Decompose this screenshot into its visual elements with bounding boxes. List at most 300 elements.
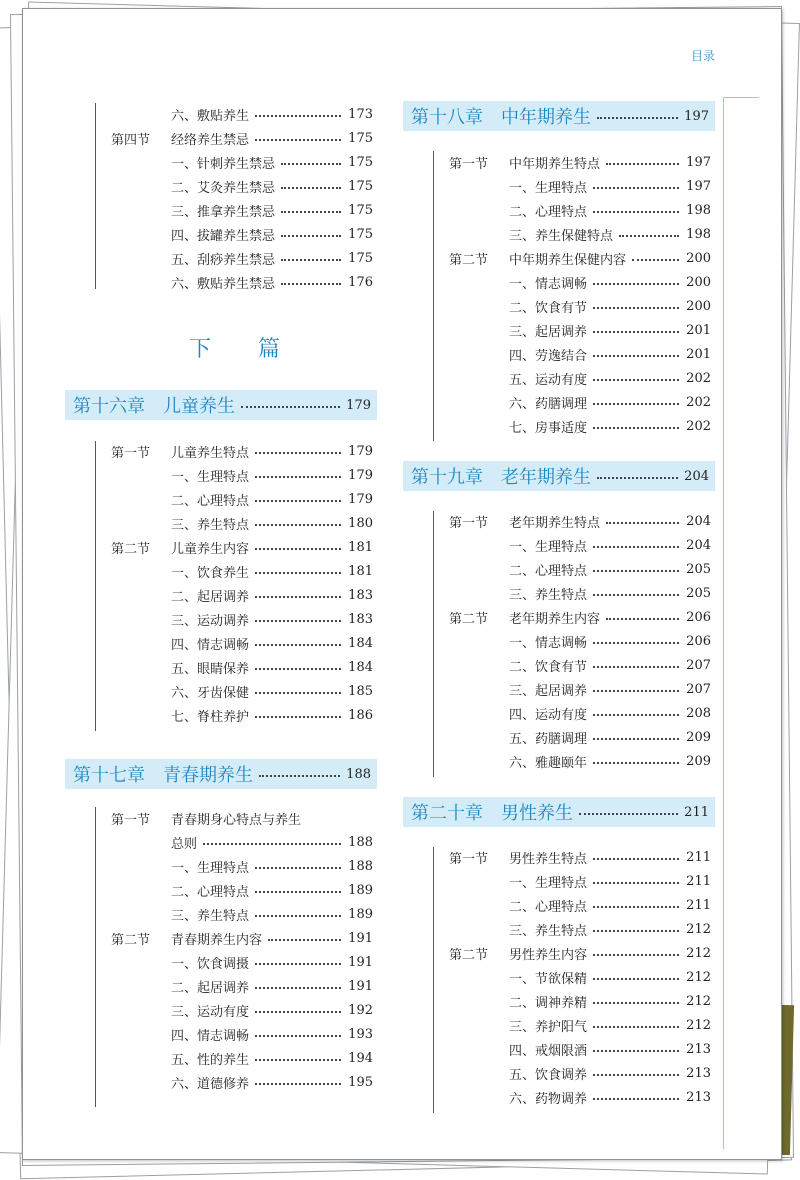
toc-entry[interactable] bbox=[65, 655, 377, 679]
leader-dots bbox=[593, 978, 679, 980]
leader-dots bbox=[597, 477, 678, 479]
entry-page: 211 bbox=[686, 897, 711, 913]
toc-entry[interactable] bbox=[65, 1046, 377, 1070]
leader-dots bbox=[255, 596, 341, 598]
leader-dots bbox=[255, 1011, 341, 1013]
entry-page: 180 bbox=[348, 515, 373, 531]
entry-title: 二、心理特点 bbox=[509, 204, 588, 220]
chapter-title: 儿童养生 bbox=[163, 396, 235, 417]
leader-dots bbox=[593, 738, 679, 740]
margin-rule bbox=[723, 97, 724, 1149]
entry-title: 二、起居调养 bbox=[171, 589, 250, 605]
entry-title: 一、针刺养生禁忌 bbox=[171, 156, 276, 172]
toc-entry[interactable] bbox=[65, 535, 377, 559]
entry-title: 三、养生特点 bbox=[509, 923, 588, 939]
leader-dots bbox=[593, 1098, 679, 1100]
leader-dots bbox=[259, 775, 340, 777]
entry-page: 209 bbox=[686, 729, 711, 745]
toc-entry[interactable] bbox=[403, 150, 715, 174]
toc-entry[interactable] bbox=[403, 677, 715, 701]
entry-page: 213 bbox=[686, 1065, 711, 1081]
toc-entry[interactable] bbox=[403, 1061, 715, 1085]
entry-page: 173 bbox=[348, 106, 373, 122]
toc-entry[interactable] bbox=[65, 1070, 377, 1094]
chapter-title: 老年期养生 bbox=[501, 467, 591, 488]
entry-title: 三、养生特点 bbox=[171, 517, 250, 533]
leader-dots bbox=[255, 572, 341, 574]
entry-title: 男性养生特点 bbox=[509, 851, 588, 867]
entry-title: 二、调神养精 bbox=[509, 995, 588, 1011]
toc-entry[interactable] bbox=[403, 1085, 715, 1109]
leader-dots bbox=[593, 690, 679, 692]
toc-entry[interactable] bbox=[65, 974, 377, 998]
entry-page: 211 bbox=[686, 873, 711, 889]
leader-dots bbox=[593, 211, 679, 213]
chapter-page: 197 bbox=[684, 108, 709, 124]
entry-title: 青春期身心特点与养生 bbox=[171, 812, 302, 828]
entry-page: 205 bbox=[686, 585, 711, 601]
toc-entry[interactable] bbox=[403, 414, 715, 438]
toc-entry[interactable] bbox=[65, 950, 377, 974]
entry-title: 经络养生禁忌 bbox=[171, 132, 250, 148]
section-number: 第二节 bbox=[449, 252, 489, 268]
entry-page: 175 bbox=[348, 130, 373, 146]
entry-title: 三、养生保健特点 bbox=[509, 228, 614, 244]
entry-title: 四、情志调畅 bbox=[171, 1028, 250, 1044]
entry-page: 207 bbox=[686, 681, 711, 697]
chapter-number: 第十九章 bbox=[411, 467, 483, 488]
entry-title: 三、起居调养 bbox=[509, 683, 588, 699]
toc-entry[interactable] bbox=[403, 366, 715, 390]
leader-dots bbox=[593, 714, 679, 716]
entry-page: 175 bbox=[348, 154, 373, 170]
entry-page: 184 bbox=[348, 659, 373, 675]
entry-title: 一、生理特点 bbox=[171, 860, 250, 876]
entry-title: 四、情志调畅 bbox=[171, 637, 250, 653]
leader-dots bbox=[606, 163, 679, 165]
entry-title: 一、生理特点 bbox=[509, 875, 588, 891]
entry-page: 191 bbox=[348, 978, 373, 994]
entry-page: 205 bbox=[686, 561, 711, 577]
leader-dots bbox=[593, 762, 679, 764]
entry-title: 一、饮食调摄 bbox=[171, 956, 250, 972]
section-number: 第二节 bbox=[111, 932, 151, 948]
entry-title: 总则 bbox=[171, 836, 198, 852]
leader-dots bbox=[632, 259, 679, 261]
entry-title: 二、饮食有节 bbox=[509, 300, 588, 316]
chapter-number: 第十八章 bbox=[411, 107, 483, 128]
toc-entry[interactable] bbox=[403, 605, 715, 629]
entry-page: 202 bbox=[686, 370, 711, 386]
toc-entry[interactable] bbox=[403, 294, 715, 318]
entry-title: 二、心理特点 bbox=[171, 884, 250, 900]
toc-entry[interactable] bbox=[403, 917, 715, 941]
entry-title: 五、运动有度 bbox=[509, 372, 588, 388]
leader-dots bbox=[593, 1002, 679, 1004]
chapter-heading[interactable] bbox=[403, 461, 715, 491]
section-number: 第一节 bbox=[449, 515, 489, 531]
entry-title: 儿童养生内容 bbox=[171, 541, 250, 557]
toc-entry[interactable] bbox=[403, 629, 715, 653]
leader-dots bbox=[593, 355, 679, 357]
chapter-number: 第十六章 bbox=[73, 396, 145, 417]
entry-page: 176 bbox=[348, 274, 373, 290]
toc-entry[interactable] bbox=[403, 246, 715, 270]
entry-page: 194 bbox=[348, 1050, 373, 1066]
leader-dots bbox=[281, 211, 341, 213]
toc-entry[interactable] bbox=[65, 102, 377, 126]
entry-page: 179 bbox=[348, 467, 373, 483]
leader-dots bbox=[203, 843, 341, 845]
toc-entry[interactable] bbox=[65, 1022, 377, 1046]
leader-dots bbox=[255, 987, 341, 989]
leader-dots bbox=[593, 379, 679, 381]
leader-dots bbox=[255, 476, 341, 478]
toc-entry[interactable] bbox=[65, 854, 377, 878]
leader-dots bbox=[593, 594, 679, 596]
leader-dots bbox=[255, 963, 341, 965]
toc-entry[interactable] bbox=[403, 222, 715, 246]
leader-dots bbox=[255, 500, 341, 502]
leader-dots bbox=[593, 642, 679, 644]
chapter-title: 中年期养生 bbox=[501, 107, 591, 128]
part-title: 下 篇 bbox=[189, 337, 300, 362]
leader-dots bbox=[255, 644, 341, 646]
entry-page: 179 bbox=[348, 491, 373, 507]
entry-title: 青春期养生内容 bbox=[171, 932, 263, 948]
chapter-heading[interactable] bbox=[403, 797, 715, 827]
entry-page: 201 bbox=[686, 346, 711, 362]
leader-dots bbox=[281, 283, 341, 285]
entry-title: 三、养护阳气 bbox=[509, 1019, 588, 1035]
leader-dots bbox=[241, 406, 340, 408]
entry-title: 五、性的养生 bbox=[171, 1052, 250, 1068]
entry-title: 一、生理特点 bbox=[171, 469, 250, 485]
entry-page: 198 bbox=[686, 226, 711, 242]
section-number: 第二节 bbox=[449, 611, 489, 627]
toc-entry[interactable] bbox=[403, 869, 715, 893]
entry-title: 六、道德修养 bbox=[171, 1076, 250, 1092]
chapter-title: 青春期养生 bbox=[163, 765, 253, 786]
entry-page: 191 bbox=[348, 954, 373, 970]
entry-title: 五、眼睛保养 bbox=[171, 661, 250, 677]
entry-page: 181 bbox=[348, 539, 373, 555]
leader-dots bbox=[255, 891, 341, 893]
toc-entry[interactable] bbox=[65, 878, 377, 902]
toc-entry[interactable] bbox=[403, 845, 715, 869]
toc-entry[interactable] bbox=[65, 487, 377, 511]
leader-dots bbox=[593, 858, 679, 860]
chapter-page: 179 bbox=[346, 397, 371, 413]
leader-dots bbox=[255, 1083, 341, 1085]
toc-entry[interactable] bbox=[65, 998, 377, 1022]
entry-title: 三、运动调养 bbox=[171, 613, 250, 629]
leader-dots bbox=[255, 524, 341, 526]
leader-dots bbox=[281, 163, 341, 165]
entry-title: 三、起居调养 bbox=[509, 324, 588, 340]
entry-page: 213 bbox=[686, 1041, 711, 1057]
leader-dots bbox=[606, 522, 679, 524]
entry-title: 老年期养生特点 bbox=[509, 515, 601, 531]
toc-entry[interactable] bbox=[65, 902, 377, 926]
toc-entry[interactable] bbox=[403, 989, 715, 1013]
section-number: 第一节 bbox=[111, 812, 151, 828]
toc-entry[interactable] bbox=[65, 830, 377, 854]
toc-entry[interactable] bbox=[65, 174, 377, 198]
entry-title: 一、节欲保精 bbox=[509, 971, 588, 987]
leader-dots bbox=[255, 139, 341, 141]
leader-dots bbox=[281, 187, 341, 189]
toc-entry[interactable] bbox=[403, 893, 715, 917]
entry-page: 211 bbox=[686, 849, 711, 865]
chapter-page: 204 bbox=[684, 468, 709, 484]
entry-title: 一、生理特点 bbox=[509, 180, 588, 196]
entry-title: 二、心理特点 bbox=[509, 899, 588, 915]
leader-dots bbox=[593, 283, 679, 285]
entry-page: 175 bbox=[348, 250, 373, 266]
chapter-number: 第二十章 bbox=[411, 803, 483, 824]
entry-page: 188 bbox=[348, 858, 373, 874]
leader-dots bbox=[255, 668, 341, 670]
entry-page: 212 bbox=[686, 921, 711, 937]
entry-title: 六、雅趣颐年 bbox=[509, 755, 588, 771]
toc-entry[interactable] bbox=[65, 607, 377, 631]
margin-rule bbox=[723, 97, 759, 98]
entry-page: 213 bbox=[686, 1089, 711, 1105]
entry-title: 二、饮食有节 bbox=[509, 659, 588, 675]
leader-dots bbox=[255, 915, 341, 917]
leader-dots bbox=[255, 716, 341, 718]
entry-page: 212 bbox=[686, 945, 711, 961]
leader-dots bbox=[593, 331, 679, 333]
entry-page: 207 bbox=[686, 657, 711, 673]
entry-page: 195 bbox=[348, 1074, 373, 1090]
entry-title: 一、生理特点 bbox=[509, 539, 588, 555]
entry-page: 200 bbox=[686, 274, 711, 290]
entry-page: 175 bbox=[348, 226, 373, 242]
entry-title: 五、药膳调理 bbox=[509, 731, 588, 747]
entry-page: 212 bbox=[686, 993, 711, 1009]
leader-dots bbox=[255, 692, 341, 694]
entry-page: 189 bbox=[348, 906, 373, 922]
toc-entry[interactable] bbox=[65, 222, 377, 246]
leader-dots bbox=[593, 666, 679, 668]
entry-title: 二、心理特点 bbox=[509, 563, 588, 579]
toc-entry[interactable] bbox=[65, 126, 377, 150]
entry-page: 208 bbox=[686, 705, 711, 721]
entry-page: 193 bbox=[348, 1026, 373, 1042]
leader-dots bbox=[255, 1059, 341, 1061]
entry-page: 209 bbox=[686, 753, 711, 769]
leader-dots bbox=[593, 570, 679, 572]
leader-dots bbox=[255, 867, 341, 869]
entry-title: 四、拔罐养生禁忌 bbox=[171, 228, 276, 244]
entry-title: 五、饮食调养 bbox=[509, 1067, 588, 1083]
leader-dots bbox=[593, 930, 679, 932]
entry-title: 二、心理特点 bbox=[171, 493, 250, 509]
toc-entry[interactable] bbox=[403, 342, 715, 366]
toc-entry[interactable] bbox=[65, 806, 377, 830]
entry-title: 男性养生内容 bbox=[509, 947, 588, 963]
entry-title: 七、脊柱养护 bbox=[171, 709, 250, 725]
entry-title: 四、运动有度 bbox=[509, 707, 588, 723]
entry-page: 183 bbox=[348, 611, 373, 627]
entry-title: 二、起居调养 bbox=[171, 980, 250, 996]
toc-entry[interactable] bbox=[403, 557, 715, 581]
toc-entry[interactable] bbox=[403, 581, 715, 605]
toc-entry[interactable] bbox=[403, 270, 715, 294]
entry-title: 一、饮食养生 bbox=[171, 565, 250, 581]
entry-title: 三、养生特点 bbox=[509, 587, 588, 603]
leader-dots bbox=[597, 117, 678, 119]
toc-entry[interactable] bbox=[403, 533, 715, 557]
chapter-title: 男性养生 bbox=[501, 803, 573, 824]
entry-title: 二、艾灸养生禁忌 bbox=[171, 180, 276, 196]
chapter-heading[interactable] bbox=[65, 759, 377, 789]
entry-title: 中年期养生特点 bbox=[509, 156, 601, 172]
chapter-heading[interactable] bbox=[403, 101, 715, 131]
leader-dots bbox=[281, 259, 341, 261]
leader-dots bbox=[593, 403, 679, 405]
leader-dots bbox=[255, 1035, 341, 1037]
entry-page: 206 bbox=[686, 609, 711, 625]
section-number: 第一节 bbox=[449, 156, 489, 172]
entry-title: 六、药物调养 bbox=[509, 1091, 588, 1107]
toc-entry[interactable] bbox=[65, 439, 377, 463]
toc-entry[interactable] bbox=[65, 926, 377, 950]
leader-dots bbox=[593, 906, 679, 908]
entry-title: 六、药膳调理 bbox=[509, 396, 588, 412]
entry-title: 六、敷贴养生禁忌 bbox=[171, 276, 276, 292]
entry-page: 185 bbox=[348, 683, 373, 699]
leader-dots bbox=[593, 427, 679, 429]
leader-dots bbox=[268, 939, 341, 941]
entry-title: 六、敷贴养生 bbox=[171, 108, 250, 124]
section-number: 第四节 bbox=[111, 132, 151, 148]
entry-page: 198 bbox=[686, 202, 711, 218]
toc-entry[interactable] bbox=[65, 150, 377, 174]
entry-page: 204 bbox=[686, 513, 711, 529]
running-header: 目录 bbox=[690, 49, 715, 63]
leader-dots bbox=[255, 115, 341, 117]
toc-entry[interactable] bbox=[403, 198, 715, 222]
toc-entry[interactable] bbox=[403, 653, 715, 677]
entry-title: 四、戒烟限酒 bbox=[509, 1043, 588, 1059]
section-number: 第一节 bbox=[449, 851, 489, 867]
entry-page: 204 bbox=[686, 537, 711, 553]
entry-title: 三、养生特点 bbox=[171, 908, 250, 924]
toc-entry[interactable] bbox=[65, 511, 377, 535]
leader-dots bbox=[255, 620, 341, 622]
toc-entry[interactable] bbox=[403, 318, 715, 342]
leader-dots bbox=[593, 1026, 679, 1028]
toc-entry[interactable] bbox=[403, 749, 715, 773]
leader-dots bbox=[255, 452, 341, 454]
entry-page: 202 bbox=[686, 418, 711, 434]
entry-page: 202 bbox=[686, 394, 711, 410]
toc-page bbox=[22, 8, 782, 1160]
leader-dots bbox=[593, 954, 679, 956]
leader-dots bbox=[593, 1074, 679, 1076]
toc-entry[interactable] bbox=[403, 174, 715, 198]
entry-page: 201 bbox=[686, 322, 711, 338]
chapter-page: 211 bbox=[684, 804, 709, 820]
section-number: 第一节 bbox=[111, 445, 151, 461]
entry-page: 181 bbox=[348, 563, 373, 579]
entry-page: 200 bbox=[686, 250, 711, 266]
entry-page: 197 bbox=[686, 178, 711, 194]
entry-title: 老年期养生内容 bbox=[509, 611, 601, 627]
entry-page: 192 bbox=[348, 1002, 373, 1018]
entry-page: 179 bbox=[348, 443, 373, 459]
leader-dots bbox=[606, 618, 679, 620]
entry-page: 200 bbox=[686, 298, 711, 314]
entry-page: 191 bbox=[348, 930, 373, 946]
leader-dots bbox=[281, 235, 341, 237]
toc-entry[interactable] bbox=[65, 583, 377, 607]
entry-page: 183 bbox=[348, 587, 373, 603]
entry-title: 三、推拿养生禁忌 bbox=[171, 204, 276, 220]
toc-entry[interactable] bbox=[403, 390, 715, 414]
toc-entry[interactable] bbox=[403, 1037, 715, 1061]
entry-page: 212 bbox=[686, 969, 711, 985]
entry-title: 七、房事适度 bbox=[509, 420, 588, 436]
entry-title: 三、运动有度 bbox=[171, 1004, 250, 1020]
toc-entry[interactable] bbox=[403, 965, 715, 989]
toc-entry[interactable] bbox=[403, 725, 715, 749]
entry-page: 186 bbox=[348, 707, 373, 723]
toc-entry[interactable] bbox=[403, 1013, 715, 1037]
entry-page: 189 bbox=[348, 882, 373, 898]
toc-entry[interactable] bbox=[403, 509, 715, 533]
entry-title: 五、刮痧养生禁忌 bbox=[171, 252, 276, 268]
entry-title: 一、情志调畅 bbox=[509, 276, 588, 292]
leader-dots bbox=[593, 187, 679, 189]
toc-entry[interactable] bbox=[65, 198, 377, 222]
toc-entry[interactable] bbox=[65, 679, 377, 703]
section-number: 第二节 bbox=[111, 541, 151, 557]
toc-entry[interactable] bbox=[65, 463, 377, 487]
toc-entry[interactable] bbox=[65, 703, 377, 727]
chapter-page: 188 bbox=[346, 766, 371, 782]
leader-dots bbox=[593, 882, 679, 884]
leader-dots bbox=[255, 548, 341, 550]
toc-entry[interactable] bbox=[403, 701, 715, 725]
section-number: 第二节 bbox=[449, 947, 489, 963]
toc-entry[interactable] bbox=[65, 246, 377, 270]
leader-dots bbox=[593, 1050, 679, 1052]
toc-entry[interactable] bbox=[65, 559, 377, 583]
entry-page: 212 bbox=[686, 1017, 711, 1033]
toc-entry[interactable] bbox=[65, 631, 377, 655]
leader-dots bbox=[579, 813, 678, 815]
entry-page: 175 bbox=[348, 202, 373, 218]
entry-page: 188 bbox=[348, 834, 373, 850]
entry-page: 197 bbox=[686, 154, 711, 170]
entry-title: 四、劳逸结合 bbox=[509, 348, 588, 364]
entry-title: 中年期养生保健内容 bbox=[509, 252, 627, 268]
entry-title: 一、情志调畅 bbox=[509, 635, 588, 651]
entry-page: 206 bbox=[686, 633, 711, 649]
leader-dots bbox=[619, 235, 679, 237]
toc-entry[interactable] bbox=[403, 941, 715, 965]
toc-entry[interactable] bbox=[65, 270, 377, 294]
entry-title: 六、牙齿保健 bbox=[171, 685, 250, 701]
chapter-number: 第十七章 bbox=[73, 765, 145, 786]
chapter-heading[interactable] bbox=[65, 390, 377, 420]
leader-dots bbox=[593, 546, 679, 548]
leader-dots bbox=[593, 307, 679, 309]
